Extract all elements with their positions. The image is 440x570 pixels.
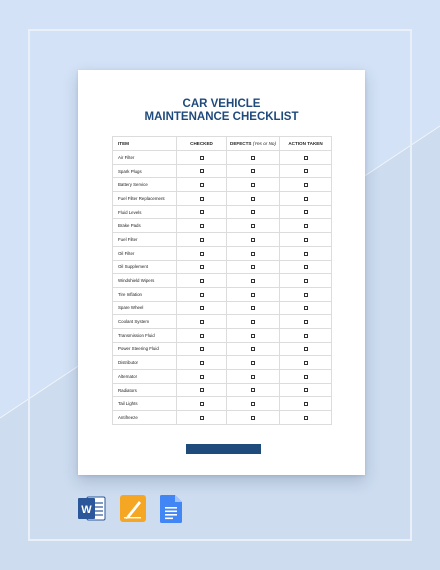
action-cell: [280, 178, 332, 192]
action-cell: [280, 205, 332, 219]
defects-cell: [227, 342, 280, 356]
action-cell: [280, 219, 332, 233]
defects-checkbox[interactable]: [251, 334, 255, 338]
defects-checkbox[interactable]: [251, 293, 255, 297]
checked-checkbox[interactable]: [200, 334, 204, 338]
action-cell: [280, 260, 332, 274]
checked-cell: [177, 192, 227, 206]
defects-cell: [227, 315, 280, 329]
action-cell: [280, 383, 332, 397]
defects-checkbox[interactable]: [251, 197, 255, 201]
item-label: Air Filter: [113, 151, 177, 165]
defects-cell: [227, 370, 280, 384]
col-checked-header: CHECKED: [177, 137, 227, 151]
defects-cell: [227, 383, 280, 397]
defects-checkbox[interactable]: [251, 210, 255, 214]
checked-checkbox[interactable]: [200, 402, 204, 406]
checked-checkbox[interactable]: [200, 306, 204, 310]
item-label: Antifreeze: [113, 411, 177, 425]
checked-cell: [177, 383, 227, 397]
table-row: [113, 192, 332, 206]
action-checkbox[interactable]: [304, 306, 308, 310]
col-defects-label: DEFECTS: [230, 141, 252, 146]
action-checkbox[interactable]: [304, 347, 308, 351]
checked-cell: [177, 274, 227, 288]
action-checkbox[interactable]: [304, 197, 308, 201]
action-checkbox[interactable]: [304, 334, 308, 338]
defects-checkbox[interactable]: [251, 375, 255, 379]
item-label: Spark Plugs: [113, 164, 177, 178]
item-label: Oil Supplement: [113, 260, 177, 274]
checked-checkbox[interactable]: [200, 347, 204, 351]
checked-checkbox[interactable]: [200, 224, 204, 228]
item-label: Windshield Wipers: [113, 274, 177, 288]
table-row: [113, 397, 332, 411]
defects-checkbox[interactable]: [251, 388, 255, 392]
table-row: [113, 274, 332, 288]
item-label: Spare Wheel: [113, 301, 177, 315]
col-defects-header: [227, 137, 280, 151]
checked-checkbox[interactable]: [200, 416, 204, 420]
defects-checkbox[interactable]: [251, 361, 255, 365]
defects-checkbox[interactable]: [251, 224, 255, 228]
defects-checkbox[interactable]: [251, 183, 255, 187]
svg-text:W: W: [81, 504, 92, 516]
checked-checkbox[interactable]: [200, 361, 204, 365]
checked-cell: [177, 342, 227, 356]
checked-checkbox[interactable]: [200, 169, 204, 173]
table-row: [113, 328, 332, 342]
action-cell: [280, 315, 332, 329]
defects-checkbox[interactable]: [251, 320, 255, 324]
defects-cell: [227, 192, 280, 206]
col-item-header: ITEM: [113, 137, 177, 151]
table-row: [113, 287, 332, 301]
defects-checkbox[interactable]: [251, 306, 255, 310]
action-cell: [280, 287, 332, 301]
table-row: [113, 301, 332, 315]
checked-cell: [177, 328, 227, 342]
action-cell: [280, 151, 332, 165]
action-checkbox[interactable]: [304, 375, 308, 379]
defects-cell: [227, 178, 280, 192]
defects-cell: [227, 219, 280, 233]
action-checkbox[interactable]: [304, 224, 308, 228]
defects-cell: [227, 397, 280, 411]
action-cell: [280, 164, 332, 178]
checked-checkbox[interactable]: [200, 156, 204, 160]
table-row: [113, 342, 332, 356]
col-action-header: ACTION TAKEN: [280, 137, 332, 151]
action-cell: [280, 370, 332, 384]
defects-checkbox[interactable]: [251, 156, 255, 160]
checked-cell: [177, 219, 227, 233]
checklist-table: [112, 136, 332, 425]
table-row: [113, 219, 332, 233]
action-cell: [280, 342, 332, 356]
checked-cell: [177, 356, 227, 370]
checked-cell: [177, 260, 227, 274]
item-label: Radiators: [113, 383, 177, 397]
document-page: [78, 70, 365, 475]
checked-cell: [177, 164, 227, 178]
action-checkbox[interactable]: [304, 416, 308, 420]
table-row: [113, 233, 332, 247]
item-label: Fuel Filter: [113, 233, 177, 247]
checked-checkbox[interactable]: [200, 293, 204, 297]
action-cell: [280, 411, 332, 425]
action-cell: [280, 397, 332, 411]
item-label: Tire Inflation: [113, 287, 177, 301]
defects-cell: [227, 274, 280, 288]
defects-checkbox[interactable]: [251, 265, 255, 269]
action-checkbox[interactable]: [304, 169, 308, 173]
table-row: [113, 411, 332, 425]
title-line-1: CAR VEHICLE: [182, 98, 261, 110]
table-row: [113, 164, 332, 178]
checked-checkbox[interactable]: [200, 265, 204, 269]
table-header-row: [113, 137, 332, 151]
defects-checkbox[interactable]: [251, 402, 255, 406]
checked-checkbox[interactable]: [200, 279, 204, 283]
defects-checkbox[interactable]: [251, 252, 255, 256]
action-checkbox[interactable]: [304, 238, 308, 242]
checked-cell: [177, 397, 227, 411]
action-checkbox[interactable]: [304, 320, 308, 324]
item-label: Battery Service: [113, 178, 177, 192]
action-checkbox[interactable]: [304, 388, 308, 392]
action-cell: [280, 301, 332, 315]
item-label: Brake Pads: [113, 219, 177, 233]
col-defects-note: (Yes or No): [252, 141, 276, 146]
pages-icon[interactable]: [120, 495, 146, 522]
action-cell: [280, 233, 332, 247]
item-label: Coolant System: [113, 315, 177, 329]
defects-cell: [227, 411, 280, 425]
checked-cell: [177, 178, 227, 192]
table-row: [113, 370, 332, 384]
defects-cell: [227, 260, 280, 274]
defects-checkbox[interactable]: [251, 238, 255, 242]
item-label: Distributor: [113, 356, 177, 370]
checked-cell: [177, 151, 227, 165]
action-cell: [280, 246, 332, 260]
table-row: [113, 383, 332, 397]
defects-cell: [227, 164, 280, 178]
checked-checkbox[interactable]: [200, 375, 204, 379]
footer-bar: [186, 444, 261, 454]
checked-checkbox[interactable]: [200, 238, 204, 242]
checked-cell: [177, 246, 227, 260]
item-label: Oil Filter: [113, 246, 177, 260]
action-cell: [280, 328, 332, 342]
action-checkbox[interactable]: [304, 210, 308, 214]
action-checkbox[interactable]: [304, 279, 308, 283]
checked-cell: [177, 287, 227, 301]
checked-cell: [177, 301, 227, 315]
defects-checkbox[interactable]: [251, 347, 255, 351]
item-label: Tail Lights: [113, 397, 177, 411]
document-title: [78, 98, 365, 124]
defects-cell: [227, 356, 280, 370]
defects-cell: [227, 151, 280, 165]
checked-checkbox[interactable]: [200, 210, 204, 214]
action-checkbox[interactable]: [304, 402, 308, 406]
item-label: Alternator: [113, 370, 177, 384]
defects-cell: [227, 246, 280, 260]
table-row: [113, 315, 332, 329]
checked-checkbox[interactable]: [200, 388, 204, 392]
defects-cell: [227, 205, 280, 219]
action-checkbox[interactable]: [304, 361, 308, 365]
defects-cell: [227, 233, 280, 247]
defects-cell: [227, 287, 280, 301]
checked-cell: [177, 233, 227, 247]
item-label: Fluid Levels: [113, 205, 177, 219]
action-cell: [280, 356, 332, 370]
action-cell: [280, 274, 332, 288]
table-row: [113, 260, 332, 274]
item-label: Fuel Filter Replacement: [113, 192, 177, 206]
defects-cell: [227, 328, 280, 342]
table-row: [113, 178, 332, 192]
table-row: [113, 205, 332, 219]
item-label: Transmission Fluid: [113, 328, 177, 342]
defects-cell: [227, 301, 280, 315]
action-checkbox[interactable]: [304, 265, 308, 269]
action-checkbox[interactable]: [304, 252, 308, 256]
defects-checkbox[interactable]: [251, 279, 255, 283]
checked-cell: [177, 315, 227, 329]
action-checkbox[interactable]: [304, 293, 308, 297]
action-checkbox[interactable]: [304, 183, 308, 187]
title-line-2: MAINTENANCE CHECKLIST: [144, 111, 299, 123]
checked-checkbox[interactable]: [200, 183, 204, 187]
google-docs-icon[interactable]: [160, 495, 182, 523]
table-row: [113, 246, 332, 260]
action-cell: [280, 192, 332, 206]
table-row: [113, 356, 332, 370]
item-label: Power Steering Fluid: [113, 342, 177, 356]
checked-checkbox[interactable]: [200, 197, 204, 201]
checked-cell: [177, 205, 227, 219]
word-icon[interactable]: [78, 495, 106, 522]
table-row: [113, 151, 332, 165]
checked-checkbox[interactable]: [200, 252, 204, 256]
checked-cell: [177, 370, 227, 384]
checked-cell: [177, 411, 227, 425]
checked-checkbox[interactable]: [200, 320, 204, 324]
defects-checkbox[interactable]: [251, 169, 255, 173]
action-checkbox[interactable]: [304, 156, 308, 160]
defects-checkbox[interactable]: [251, 416, 255, 420]
